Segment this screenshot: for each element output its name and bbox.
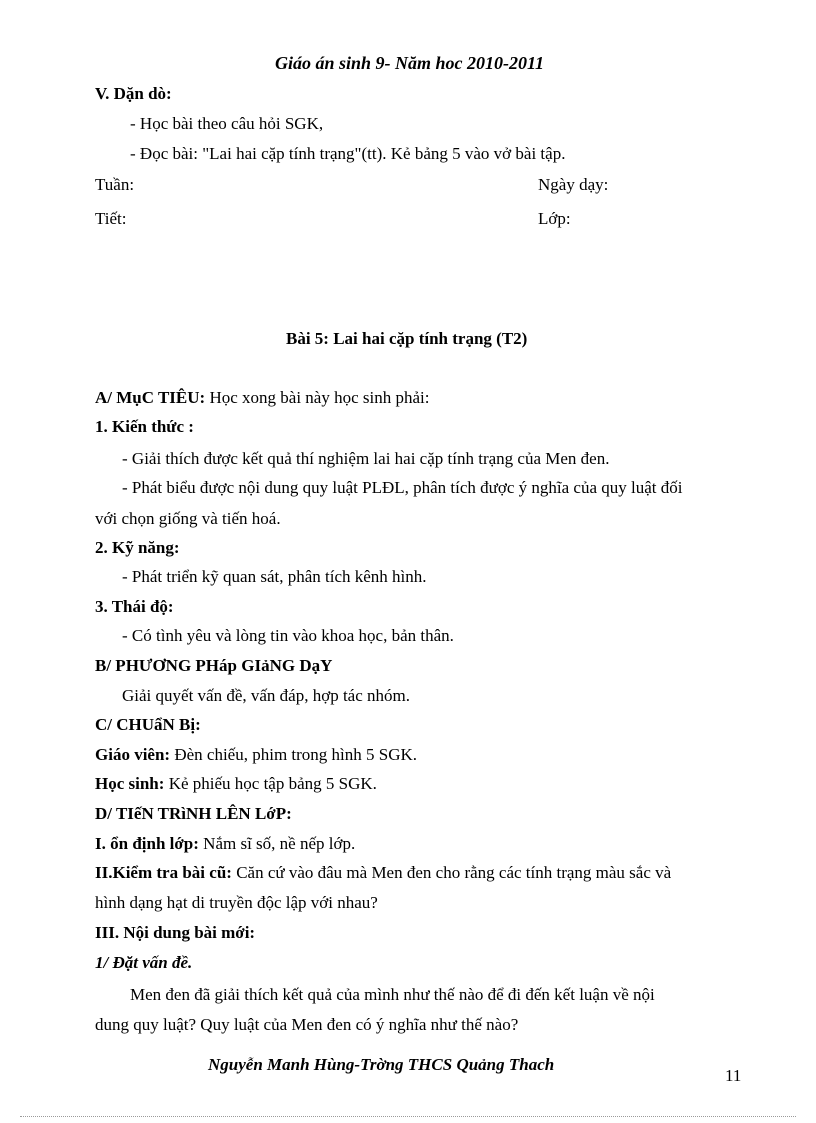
intro-paragraph-continued: dung quy luật? Quy luật của Men đen có ý nghĩa như thế nào? (95, 1015, 519, 1034)
teaching-date-label: Ngày dạy: (538, 175, 609, 194)
page-bottom-border (20, 1116, 796, 1117)
footer-author: Nguyễn Manh Hùng-Trờng THCS Quảng Thach (208, 1055, 555, 1074)
knowledge-item-continued: với chọn giống và tiến hoá. (95, 509, 281, 528)
teacher-label: Giáo viên: (95, 745, 171, 764)
attitude-heading: 3. Thái độ: (95, 597, 174, 616)
student-preparation (95, 773, 377, 795)
section-a-heading: A/ MụC TIÊU: (95, 388, 206, 407)
knowledge-heading: 1. Kiến thức : (95, 417, 194, 436)
class-stabilization (95, 833, 355, 855)
old-lesson-question-continued: hình dạng hạt di truyền độc lập với nhau? (95, 893, 378, 912)
period-label: Tiết: (95, 209, 127, 228)
old-lesson-label: II.Kiểm tra bài cũ: (95, 863, 232, 882)
homework-item: - Học bài theo câu hỏi SGK, (130, 114, 324, 133)
section-c-heading: C/ CHUẩN Bị: (95, 715, 201, 734)
page-number: 11 (725, 1066, 742, 1085)
old-lesson-check (95, 862, 671, 884)
section-a-text: Học xong bài này học sinh phải: (205, 388, 430, 407)
week-label: Tuần: (95, 175, 135, 194)
homework-item: - Đọc bài: "Lai hai cặp tính trạng"(tt). Kẻ bảng 5 vào vở bài tập. (130, 144, 566, 163)
section-b-text: Giải quyết vấn đề, vấn đáp, hợp tác nhóm. (122, 686, 410, 705)
skills-heading: 2. Kỹ năng: (95, 538, 180, 557)
teacher-text: Đèn chiếu, phim trong hình 5 SGK. (170, 745, 418, 764)
section-b-heading: B/ PHƯƠNG PHáp GIảNG DạY (95, 656, 333, 675)
student-label: Học sinh: (95, 774, 165, 793)
knowledge-item: - Giải thích được kết quả thí nghiệm lai hai cặp tính trạng của Men đen. (122, 449, 610, 468)
stabilization-text: Nắm sĩ số, nề nếp lớp. (198, 834, 356, 853)
new-lesson-heading: III. Nội dung bài mới: (95, 923, 256, 942)
knowledge-item: - Phát biểu được nội dung quy luật PLĐL, phân tích được ý nghĩa của quy luật đối (122, 478, 683, 497)
section-d-heading: D/ TIếN TRìNH LÊN LớP: (95, 804, 292, 823)
problem-statement-heading: 1/ Đặt vấn đề. (95, 953, 193, 972)
stabilization-label: I. ổn định lớp: (95, 834, 199, 853)
document-header-title: Giáo án sinh 9- Năm hoc 2010-2011 (275, 53, 545, 73)
attitude-item: - Có tình yêu và lòng tin vào khoa học, bản thân. (122, 626, 454, 645)
skills-item: - Phát triển kỹ quan sát, phân tích kênh hình. (122, 567, 427, 586)
class-label: Lớp: (538, 209, 571, 228)
section-v-heading: V. Dặn dò: (95, 84, 172, 103)
old-lesson-question: Căn cứ vào đâu mà Men đen cho rằng các tính trạng màu sắc và (231, 863, 672, 882)
section-a-line (95, 387, 429, 409)
intro-paragraph: Men đen đã giải thích kết quả của mình như thế nào để đi đến kết luận về nội (130, 985, 655, 1004)
lesson-title: Bài 5: Lai hai cặp tính trạng (T2) (286, 329, 528, 348)
teacher-preparation (95, 744, 417, 766)
student-text: Kẻ phiếu học tập bảng 5 SGK. (164, 774, 377, 793)
